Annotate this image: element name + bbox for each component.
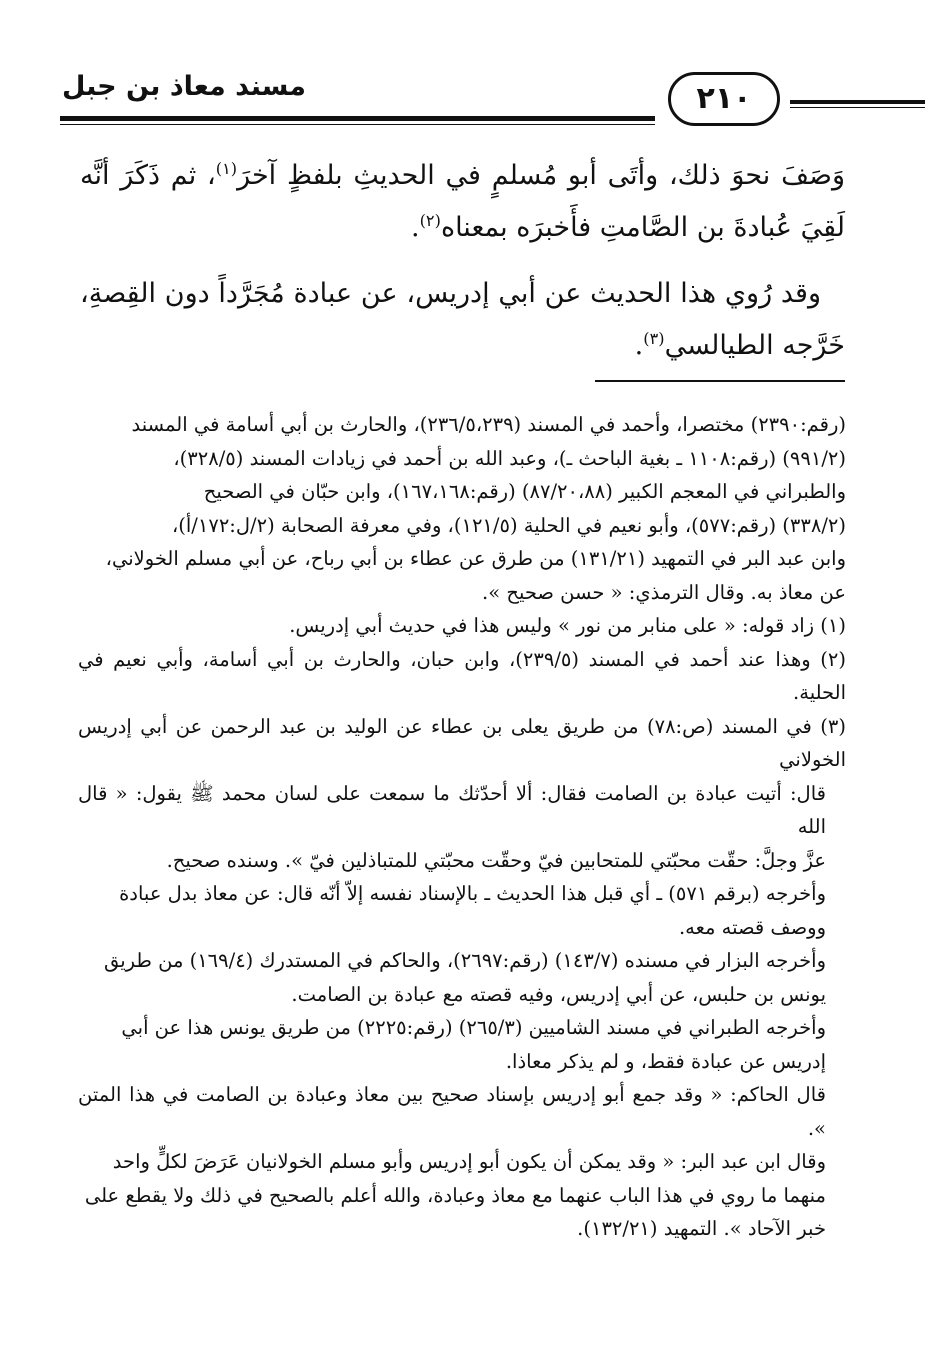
main-text-segment: . bbox=[634, 330, 644, 361]
footnote-line: وقال ابن عبد البر: « وقد يمكن أن يكون أبو إدريس وأبو مسلم الخولانيان عَرَضَ لكلٍّ واحد bbox=[112, 1150, 826, 1173]
footnote-line: منهما ما روي في هذا الباب عنهما مع معاذ وعبادة، والله أعلم بالصحيح في ذلك ولا يقطع على bbox=[84, 1183, 826, 1207]
footnote-line: عن معاذ به. وقال الترمذي: « حسن صحيح ». bbox=[482, 580, 846, 604]
page-header bbox=[0, 50, 951, 150]
main-text-segment: ، ثم ذَكَرَ أنَّه لَقِيَ عُبادةَ بن الصَّامتِ فأَخبرَه بمعناه bbox=[80, 160, 845, 243]
main-text-segment: . bbox=[410, 212, 420, 243]
footnote-line: يونس بن حلبس، عن أبي إدريس، وفيه قصته مع عبادة بن الصامت. bbox=[291, 982, 826, 1006]
page-number: ٢١٠ bbox=[668, 72, 780, 126]
footnote-line: قال: أتيت عبادة بن الصامت فقال: ألا أحدّثك ما سمعت على لسان محمد ﷺ يقول: « قال الله bbox=[78, 781, 826, 838]
footnote-ref-1[interactable]: (١) bbox=[215, 159, 238, 178]
header-rule bbox=[60, 116, 655, 121]
footnote-line: ووصف قصته معه. bbox=[678, 915, 826, 939]
footnote-line: خبر الآحاد ». التمهيد (١٣٢/٢١). bbox=[577, 1217, 826, 1240]
main-text-segment: وقد رُوي هذا الحديث عن أبي إدريس، عن عبادة مُجَرَّداً دون القِصةِ، خَرَّجه الطيالسي bbox=[80, 278, 845, 361]
footnote-line: وأخرجه البزار في مسنده (١٤٣/٧) (رقم:٢٦٩٧)، والحاكم في المستدرك (١٦٩/٤) من طريق bbox=[103, 949, 826, 972]
footnote-ref-2[interactable]: (٢) bbox=[419, 211, 441, 230]
footnote-line: والطبراني في المعجم الكبير (٨٧/٢٠،٨٨) (رقم:١٦٧،١٦٨)، وابن حبّان في الصحيح bbox=[203, 480, 846, 503]
footnote-line: إدريس عن عبادة فقط، و لم يذكر معاذا. bbox=[505, 1049, 826, 1073]
footnote-3: (٣) في المسند (ص:٧٨) من طريق يعلى بن عطاء عن الوليد بن عبد الرحمن عن أبي إدريس الخولاني bbox=[78, 714, 846, 771]
main-paragraph-1 bbox=[80, 150, 845, 254]
footnote-line: وأخرجه الطبراني في مسند الشاميين (٢٦٥/٣) (رقم:٢٢٢٥) من طريق يونس هذا عن أبي bbox=[121, 1016, 826, 1039]
footnote-line: (٩٩١/٢) (رقم:١١٠٨ ـ بغية الباحث ـ)، وعبد الله بن أحمد في زيادات المسند (٣٢٨/٥)، bbox=[173, 446, 846, 470]
footnote-line: وأخرجه (برقم ٥٧١) ـ أي قبل هذا الحديث ـ بالإسناد نفسه إلاّ أنّه قال: عن معاذ بدل عبادة bbox=[119, 882, 826, 905]
footnote-1: (١) زاد قوله: « على منابر من نور » وليس هذا في حديث أبي إدريس. bbox=[289, 614, 846, 637]
footnote-line: (رقم:٢٣٩٠) مختصرا، وأحمد في المسند (٢٣٦/٥،٢٣٩)، والحارث بن أبي أسامة في المسند bbox=[131, 413, 846, 436]
header-rule-thin bbox=[60, 124, 655, 125]
footnote-separator bbox=[595, 380, 845, 382]
book-title: مسند معاذ بن جبل bbox=[62, 71, 306, 102]
header-rule-right-thin bbox=[790, 107, 925, 108]
main-text bbox=[80, 150, 845, 372]
footnote-line: عزَّ وجلَّ: حقّت محبّتي للمتحابين فيّ وحقّت محبّتي للمتباذلين فيّ ». وسنده صحيح. bbox=[166, 848, 826, 872]
main-text-segment: وَصَفَ نحوَ ذلك، وأتَى أبو مُسلمٍ في الحديثِ بلفظٍ آخرَ bbox=[237, 160, 845, 191]
footnote-ref-3[interactable]: (٣) bbox=[643, 329, 665, 348]
footnote-line: وابن عبد البر في التمهيد (١٣١/٢١) من طرق عن عطاء بن أبي رباح، عن أبي مسلم الخولاني، bbox=[105, 547, 846, 570]
footnote-line: (٣٣٨/٢) (رقم:٥٧٧)، وأبو نعيم في الحلية (١٢١/٥)، وفي معرفة الصحابة (٢/ل:١٧٢/أ)، bbox=[171, 513, 846, 537]
footnote-2: (٢) وهذا عند أحمد في المسند (٢٣٩/٥)، وابن حبان، والحارث بن أبي أسامة، وأبي نعيم في الحلية. bbox=[78, 647, 847, 704]
header-rule-right bbox=[790, 100, 925, 104]
footnote-line: قال الحاكم: « وقد جمع أبو إدريس بإسناد صحيح بين معاذ وعبادة بن الصامت في هذا المتن ». bbox=[78, 1083, 826, 1140]
footnotes bbox=[78, 408, 846, 1246]
main-paragraph-2 bbox=[80, 268, 845, 372]
